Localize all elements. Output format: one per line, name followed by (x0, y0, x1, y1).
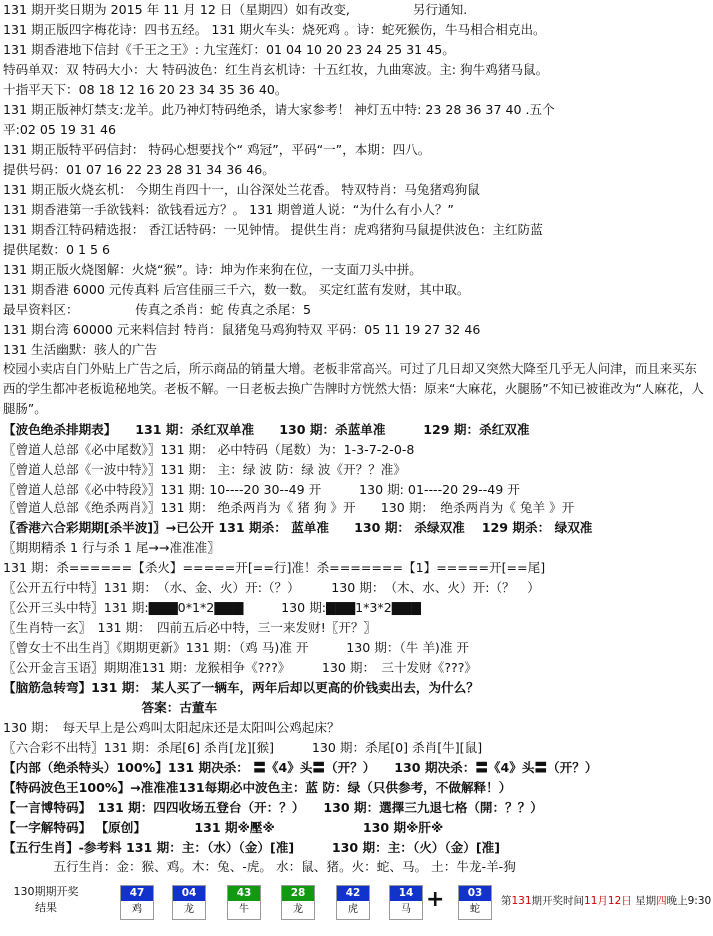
five-element-zodiac-line: 【五行生肖】-参考料 131 期：主：（水）（金）[准] 130 期：主：（火）（金）[准] (3, 840, 500, 855)
draw-date-line: 131 期开奖日期为 2015 年 11 月 12 日（星期四）如有改变, 另行通知. (3, 2, 468, 17)
one-char-line: 【一字解特码】 【原创】 131 期※壓※ 130 期※肝※ (3, 820, 444, 835)
kill-row-line: 131 期：杀======【杀火】=====开[==行]准！杀=======【1】=====开[==尾] (3, 560, 546, 575)
result-ball (227, 885, 261, 920)
ball-number: 47 (121, 886, 153, 901)
ball-zodiac: 牛 (228, 901, 260, 918)
five-elements-line: 〖公开五行中特〗131 期： （水、金、火）开:（？） 130 期： （木、水、火）开:（？ ） (3, 580, 540, 595)
plus-sign: + (426, 887, 445, 912)
note-part: 第 (501, 895, 512, 907)
two-zodiac-line: 〖曾道人总部《绝杀两肖》〗131 期： 绝杀两肖为《 猪 狗 》开 130 期： 绝杀两肖为《 兔羊 》开 (3, 500, 575, 515)
fire-puzzle-line: 131 期正版火烧玄机： 今期生肖四十一，山谷深处兰花香。 特双特肖：马兔猪鸡狗鼠 (3, 182, 480, 197)
humor-title-line: 131 生活幽默：骇人的广告 (3, 342, 157, 357)
plum-poem-line: 131 期正版四字梅花诗：四书五经。 131 期火车头：烧死鸡 。诗：蛇死猴伤，牛马相合相克出。 (3, 22, 546, 37)
ball-number: 03 (459, 886, 491, 901)
numbers-line: 提供号码：01 07 16 22 23 28 31 34 36 46。 (3, 162, 275, 177)
ball-number: 14 (390, 886, 422, 901)
element-list-line: 五行生肖：金：猴、鸡。木：兔、-虎。 水：鼠、猪。火：蛇、马。 土：牛龙-羊-狗 (3, 859, 516, 874)
ball-zodiac: 鸡 (121, 901, 153, 918)
golden-words-line: 〖公开金言玉语〗期期准131 期：龙猴相争《???》 130 期： 三十发财《???》 (3, 660, 477, 675)
note-part: 晚上9:30 (666, 895, 712, 907)
no-special-line: 〖六合彩不出特〗131 期：杀尾[6] 杀肖[龙][猴] 130 期：杀尾[0] 杀肖[牛][鼠] (3, 740, 483, 755)
draw-result-footer (0, 880, 713, 936)
kill-row-title: 〖期期精杀 1 行与杀 1 尾→→准准准〗 (3, 540, 220, 555)
internal-kill-line: 【内部（绝杀特头）100%】131 期决杀： 〓《4》头〓（开？） 130 期决杀：〓《4》头〓（开？） (3, 760, 598, 775)
ten-fingers-line: 十指平天下：08 18 12 16 20 23 34 35 36 40。 (3, 82, 288, 97)
zodiac-mystery-line: 〖生肖特一玄〗 131 期： 四前五后必中特，三一来发财!〖开？〗 (3, 620, 377, 635)
result-ball (336, 885, 370, 920)
ball-zodiac: 龙 (173, 901, 205, 918)
result-ball (120, 885, 154, 920)
tail-numbers-line: 提供尾数：0 1 5 6 (3, 242, 111, 257)
special-ball (458, 885, 492, 920)
flat-codes-line: 平:02 05 19 31 46 (3, 122, 116, 137)
hk-envelope-line: 131 期香港地下信封《千王之王》: 九宝莲灯：01 04 10 20 23 24 25 31 45。 (3, 42, 455, 57)
next-draw-note (501, 893, 711, 908)
result-ball (281, 885, 315, 920)
ball-number: 42 (337, 886, 369, 901)
special-code-line: 特码单双：双 特码大小：大 特码波色：红生肖玄机诗：十五红妆，九曲寒波。主: 狗牛鸡猪马鼠。 (3, 62, 549, 77)
fax-6000-line: 131 期香港 6000 元传真料 后宫佳丽三千六，数一数。 买定红蓝有发财，其中取。 (3, 282, 470, 297)
earliest-area-line: 最早资料区： 传真之杀肖：蛇 传真之杀尾：5 (3, 302, 311, 317)
taiwan-line: 131 期台湾 60000 元来料信封 特肖：鼠猪兔马鸡狗特双 平码：05 11 19 27 32 46 (3, 322, 481, 337)
madam-zeng-line: 〖曾女士不出生肖〗《期期更新》131 期：（鸡 马)准 开 130 期：（牛 羊)准 开 (3, 640, 470, 655)
humor-story: 校园小卖店自门外贴上广告之后，所示商品的销量大增。老板非常高兴。可过了几日却又突然大降至几乎无人问津，而且来买东西的学生都冲老板诡秘地笑。老板不解。一日老板去换广告牌时方恍然大悟：原来“大麻花，火腿肠”不知已被谁改为“人麻花，人腿肠”。 (3, 361, 704, 416)
note-part: 11月12日 (584, 895, 632, 907)
color-kill-line: 【波色绝杀排期表】 131 期：杀红双单准 130 期：杀蓝单准 129 期：杀红双准 (3, 422, 530, 437)
one-wave-line: 〖曾道人总部《一波中特》〗131 期： 主：绿 波 防：绿 波《开？？准》 (3, 462, 406, 477)
result-ball (389, 885, 423, 920)
flat-envelope-line: 131 期正版特平码信封： 特码心想要找个“ 鸡冠”，平码“一”，本期：四八。 (3, 142, 431, 157)
draw-result-label: 130期期开奖结果 (13, 885, 79, 914)
wave-king-line: 【特码波色王100%】→准准准131每期必中波色主：蓝 防：绿（只供参考，不做解释！） (3, 780, 512, 795)
ball-number: 28 (282, 886, 314, 901)
ball-number: 04 (173, 886, 205, 901)
rooster-question-line: 130 期： 每天早上是公鸡叫太阳起床还是太阳叫公鸡起床？ (3, 720, 340, 735)
ball-zodiac: 龙 (282, 901, 314, 918)
ball-number: 43 (228, 886, 260, 901)
three-heads-line: 〖公开三头中特〗131 期:▇▇▇0*1*2▇▇▇ 130 期:▇▇▇1*3*2▇▇▇ (3, 600, 421, 615)
magic-lamp-line: 131 期正版神灯禁支:龙羊。此乃神灯特码绝杀，请大家参考！ 神灯五中特: 23 28 36 37 40 .五个 (3, 102, 555, 117)
half-wave-line: 〖香港六合彩期期[杀半波]〗→已公开 131 期杀： 蓝单准 130 期： 杀绿双准 129 期杀： 绿双准 (3, 520, 593, 535)
brain-teaser-line: 【脑筋急转弯】131 期： 某人买了一辆车，两年后却以更高的价钱卖出去，为什么？ (3, 680, 479, 695)
segment-line: 〖曾道人总部《必中特段》〗131 期: 10----20 30--49 开 130 期: 01----20 29--49 开 (3, 482, 520, 497)
fire-picture-line: 131 期正版火烧图解：火烧“猴”。诗：坤为作来狗在位，一支面刀头中拼。 (3, 262, 422, 277)
note-part: 星期 (631, 895, 657, 907)
tail-must-line: 〖曾道人总部《必中尾数》〗131 期： 必中特码（尾数）为：1-3-7-2-0-8 (3, 442, 415, 457)
one-word-line: 【一言博特码】 131 期：四四收场五登台（开：？） 130 期：選擇三九退七格（開：？？） (3, 800, 543, 815)
note-part: 期开奖时间 (531, 895, 585, 907)
ball-zodiac: 虎 (337, 901, 369, 918)
xiangjiang-line: 131 期香江特码精选报： 香江话特码：一见钟情。 提供生肖：虎鸡猪狗马鼠提供波色：主红防蓝 (3, 222, 543, 237)
ball-zodiac: 马 (390, 901, 422, 918)
result-ball (172, 885, 206, 920)
first-hand-line: 131 期香港第一手欲钱料：欲钱看远方？。 131 期曾道人说：“为什么有小人？” (3, 202, 454, 217)
note-part: 四 (656, 895, 667, 907)
ball-zodiac: 蛇 (459, 901, 491, 918)
note-part: 131 (511, 895, 532, 907)
brain-teaser-answer: 答案：古董车 (3, 700, 218, 715)
